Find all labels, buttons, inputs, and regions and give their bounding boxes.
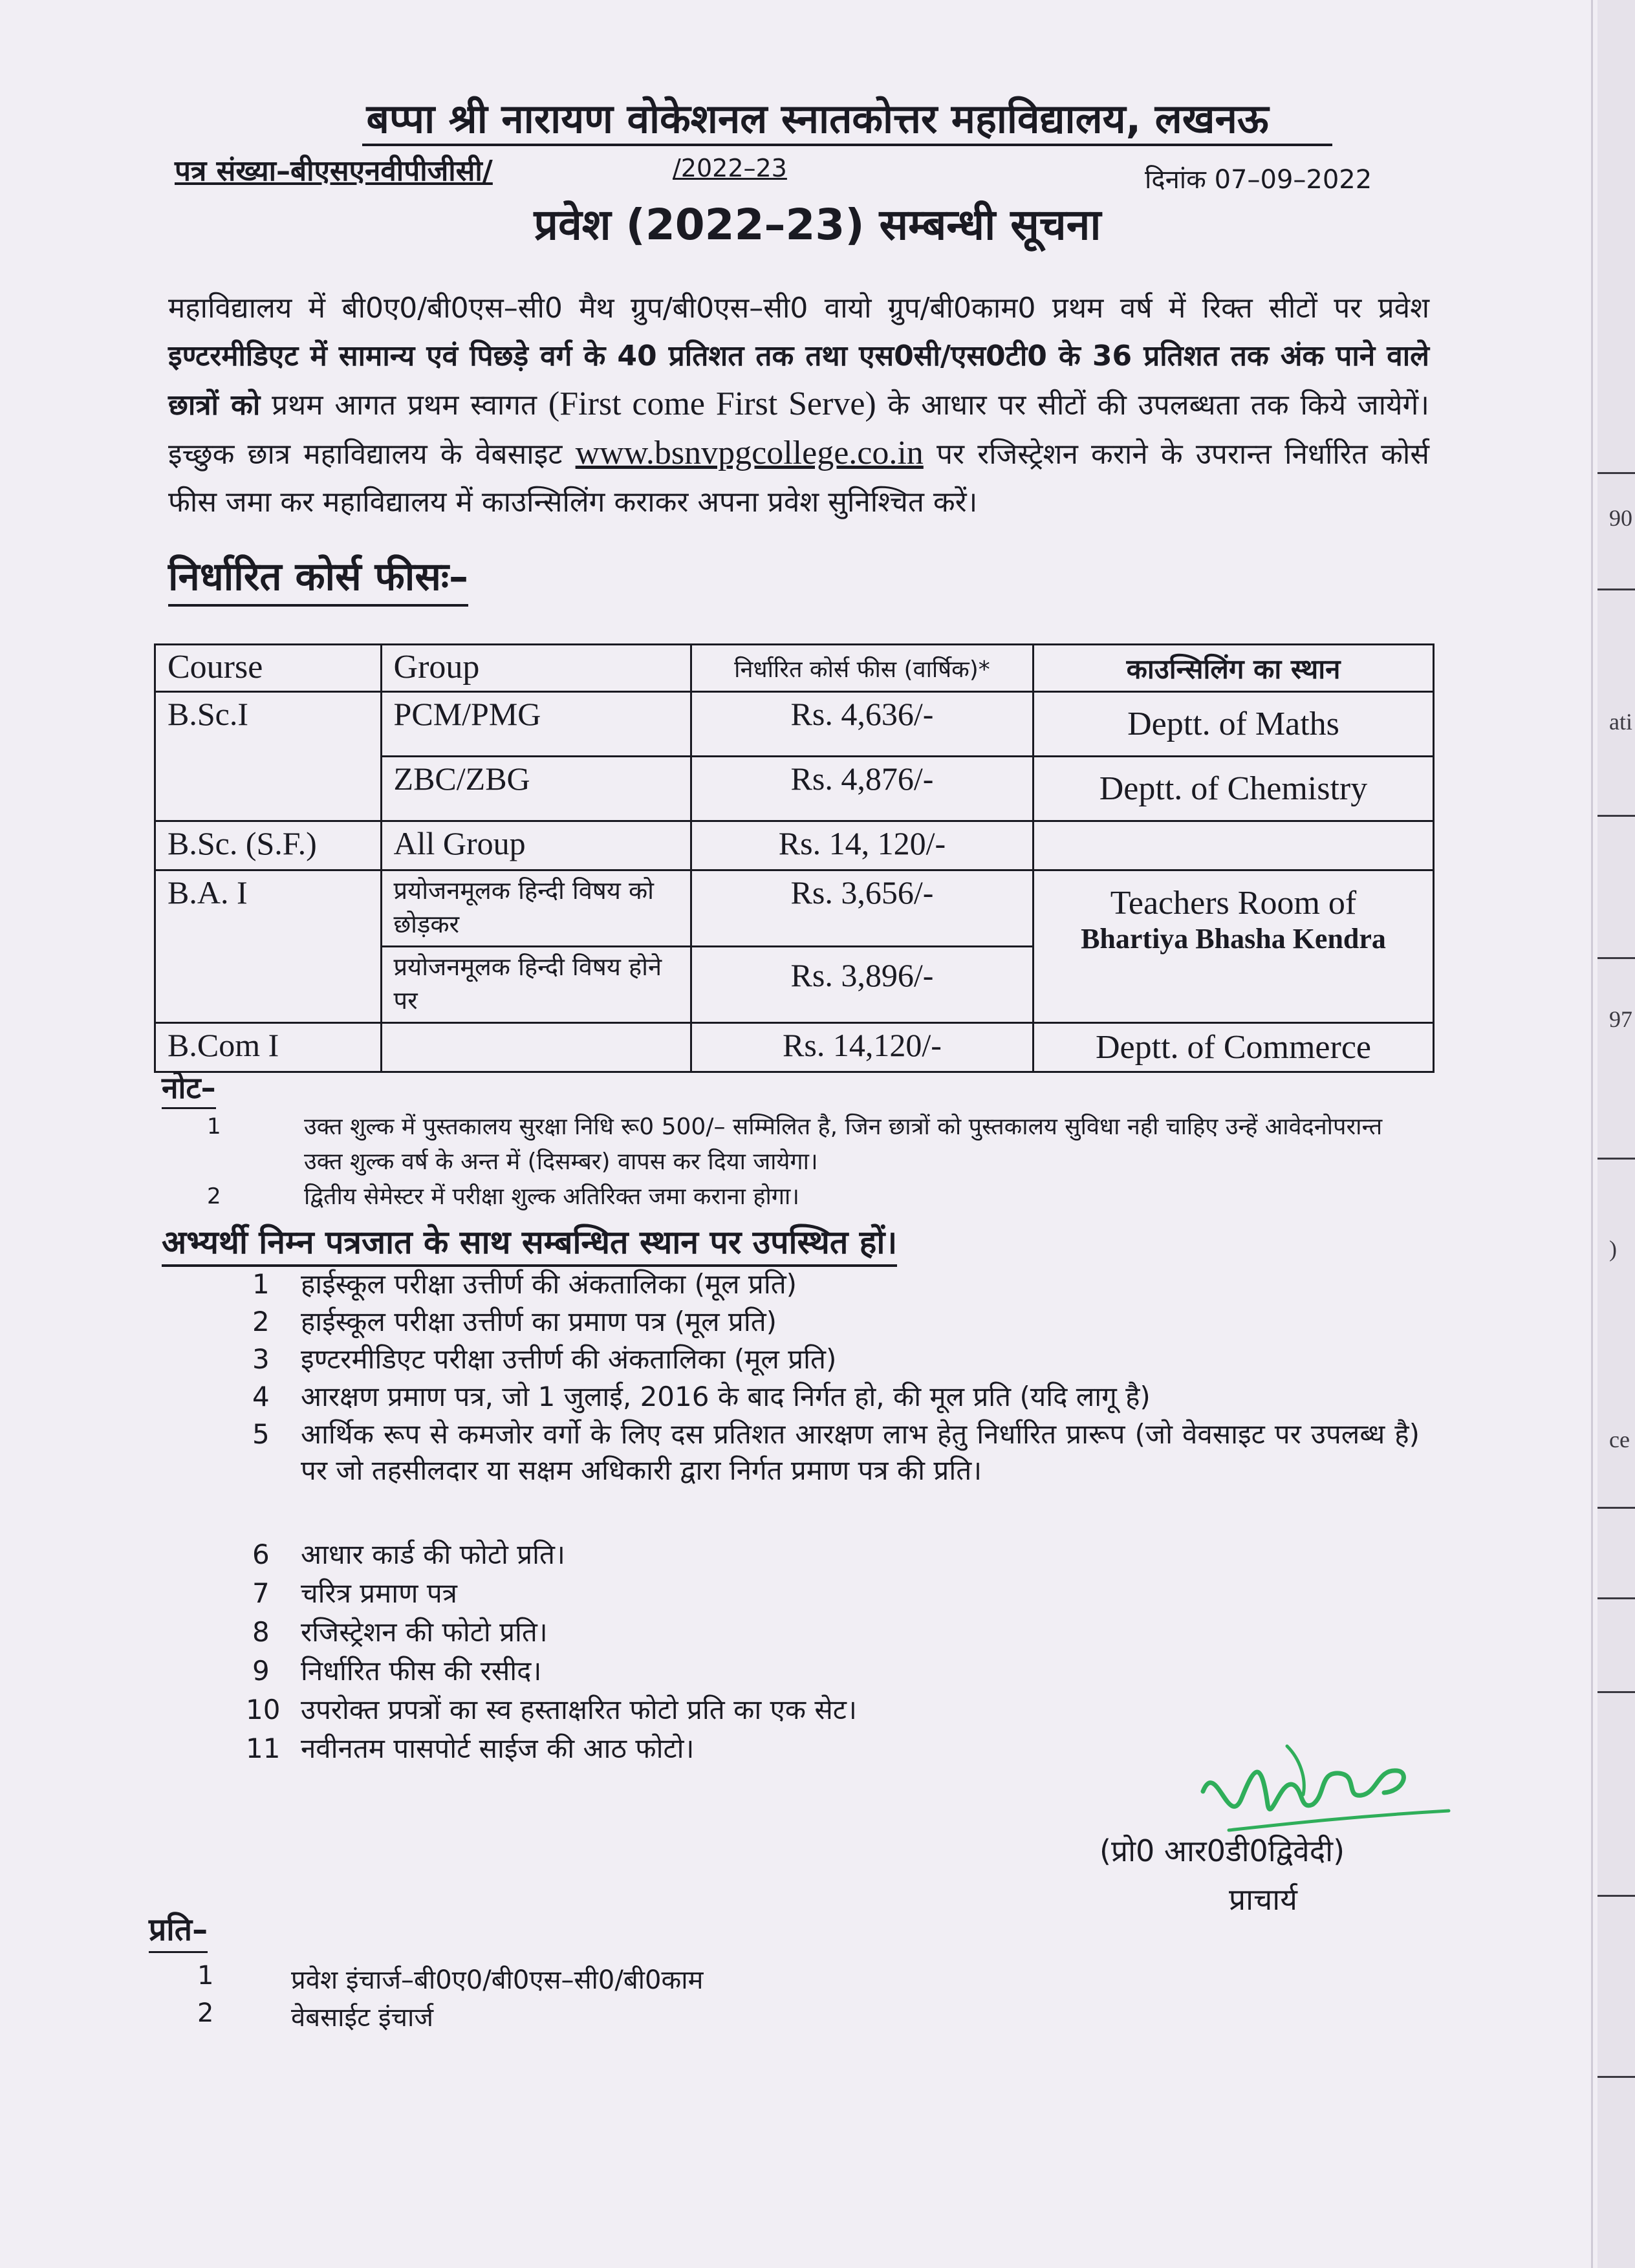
document-item: उपरोक्त प्रपत्रों का स्व हस्ताक्षरित फोटो प्रति का एक सेट।: [301, 1694, 857, 1725]
fee-cell: Rs. 3,896/-: [691, 947, 1033, 1023]
intro-text-4: पर रजिस्ट्रेशन कराने के उपरान्त निर्धारित कोर्स फीस जमा कर महाविद्यालय में काउन्सिलिंग कराकर अपना प्रवेश सुनिश्चित करें।: [168, 438, 1430, 519]
edge-line: [1597, 589, 1635, 590]
notice-title: प्रवेश (2022–23) सम्बन्धी सूचना: [534, 200, 1101, 250]
note-number: 2: [207, 1183, 221, 1209]
intro-text-1: महाविद्यालय में बी0ए0/बी0एस–सी0 मैथ ग्रुप/बी0एस–सी0 वायो ग्रुप/बी0काम0 प्रथम वर्ष में रिक्त सीटों पर प्रवेश: [168, 292, 1429, 325]
document-number: 10: [246, 1694, 281, 1725]
place-cell: [1034, 821, 1434, 870]
document-item: चरित्र प्रमाण पत्र: [301, 1577, 457, 1609]
fee-cell: Rs. 4,876/-: [691, 757, 1033, 821]
document-number: 6: [252, 1539, 270, 1570]
edge-line: [1597, 1691, 1635, 1693]
document-number: 8: [252, 1616, 270, 1648]
edge-fragment: ati: [1609, 709, 1632, 735]
note-item: द्वितीय सेमेस्टर में परीक्षा शुल्क अतिरिक्त जमा कराना होगा।: [304, 1183, 800, 1210]
document-number: 4: [252, 1381, 270, 1412]
notes-heading: नोट–: [162, 1067, 216, 1109]
place-cell: Deptt. of Commerce: [1034, 1023, 1434, 1072]
signatory-name: (प्रो0 आर0डी0द्विवेदी): [1099, 1833, 1345, 1868]
course-cell: B.A. I: [155, 870, 382, 1023]
column-header-group: Group: [381, 645, 691, 692]
table-row: [155, 821, 1434, 870]
group-cell: All Group: [381, 821, 691, 870]
fee-heading: निर्धारित कोर्स फीसः–: [168, 548, 468, 607]
scan-edge: [1597, 0, 1635, 2268]
edge-line: [1597, 1507, 1635, 1509]
intro-first-come: (First come First Serve): [548, 385, 876, 422]
principal-signature: [1190, 1733, 1462, 1843]
place-cell: [1034, 870, 1434, 1023]
course-cell: B.Sc. (S.F.): [155, 821, 382, 870]
copy-recipient: वेबसाईट इंचार्ज: [291, 2003, 434, 2033]
scan-edge-border: [1591, 0, 1593, 2268]
document-item: हाईस्कूल परीक्षा उत्तीर्ण की अंकतालिका (मूल प्रति): [301, 1268, 797, 1300]
copy-number: 2: [197, 1998, 214, 2028]
group-cell: ZBC/ZBG: [381, 757, 691, 821]
document-number: 7: [252, 1577, 270, 1609]
documents-heading: अभ्यर्थी निम्न पत्रजात के साथ सम्बन्धित स्थान पर उपस्थित हों।: [162, 1219, 897, 1267]
place-cell: Deptt. of Maths: [1034, 692, 1434, 757]
document-number: 3: [252, 1343, 270, 1375]
edge-fragment: ce: [1609, 1427, 1630, 1453]
copy-number: 1: [197, 1961, 214, 1991]
reference-number: पत्र संख्या–बीएसएनवीपीजीसी/: [175, 155, 493, 188]
course-cell: B.Sc.I: [155, 692, 382, 821]
place-line-1: Teachers Room of: [1110, 885, 1357, 922]
intro-text-2: प्रथम आगत प्रथम स्वागत: [272, 389, 537, 422]
document-number: 11: [246, 1733, 281, 1764]
document-item: आरक्षण प्रमाण पत्र, जो 1 जुलाई, 2016 के बाद निर्गत हो, की मूल प्रति (यदि लागू है): [301, 1381, 1151, 1412]
table-row: [155, 1023, 1434, 1072]
edge-fragment: 97: [1609, 1006, 1632, 1032]
fee-cell: Rs. 4,636/-: [691, 692, 1033, 757]
fee-cell: Rs. 14, 120/-: [691, 821, 1033, 870]
fee-cell: Rs. 3,656/-: [691, 870, 1033, 947]
intro-eligibility: इण्टरमीडिएट में सामान्य एवं पिछड़े वर्ग के 40 प्रतिशत तक तथा एस0सी/एस0टी0 के 36 प्रतिशत तक अंक पाने वाले छात्रों को: [168, 340, 1429, 422]
copy-recipient: प्रवेश इंचार्ज–बी0ए0/बी0एस–सी0/बी0काम: [291, 1965, 704, 1995]
document-item: आर्थिक रूप से कमजोर वर्गो के लिए दस प्रतिशत आरक्षण लाभ हेतु निर्धारित प्रारूप (जो वेवसाइट पर उपलब्ध है) पर जो तहसीलदार या सक्षम अधिकारी द्वारा निर्गत प्रमाण पत्र की प्रति।: [301, 1418, 1420, 1486]
column-header-fee: निर्धारित कोर्स फीस (वार्षिक)*: [691, 645, 1033, 692]
edge-fragment: 90: [1609, 505, 1632, 531]
edge-line: [1597, 1597, 1635, 1599]
document-item: रजिस्ट्रेशन की फोटो प्रति।: [301, 1616, 548, 1648]
intro-paragraph: [168, 285, 1429, 526]
document-item: इण्टरमीडिएट परीक्षा उत्तीर्ण की अंकतालिका (मूल प्रति): [301, 1343, 837, 1375]
intro-text-3: के आधार पर सीटों की उपलब्धता तक किये जायेगें। इच्छुक छात्र महाविद्यालय के वेबसाइट: [168, 389, 1429, 471]
column-header-place: काउन्सिलिंग का स्थान: [1034, 645, 1434, 692]
note-number: 1: [207, 1114, 221, 1139]
signatory-designation: प्राचार्य: [1229, 1882, 1297, 1917]
document-item: हाईस्कूल परीक्षा उत्तीर्ण का प्रमाण पत्र (मूल प्रति): [301, 1306, 777, 1337]
document-number: 1: [252, 1268, 270, 1300]
document-item: निर्धारित फीस की रसीद।: [301, 1655, 542, 1687]
group-cell: [381, 1023, 691, 1072]
place-cell: Deptt. of Chemistry: [1034, 757, 1434, 821]
group-cell: प्रयोजनमूलक हिन्दी विषय को छोड़कर: [381, 870, 691, 947]
college-website-link[interactable]: www.bsnvpgcollege.co.in: [575, 435, 924, 471]
group-cell: PCM/PMG: [381, 692, 691, 757]
place-line-2: Bhartiya Bhasha Kendra: [1081, 923, 1386, 955]
edge-line: [1597, 1895, 1635, 1897]
edge-line: [1597, 472, 1635, 474]
document-number: 5: [252, 1418, 270, 1450]
edge-line: [1597, 957, 1635, 959]
edge-line: [1597, 1158, 1635, 1160]
reference-year: /2022–23: [673, 154, 787, 182]
notice-date: दिनांक 07–09–2022: [1145, 165, 1372, 195]
edge-fragment: ): [1609, 1236, 1617, 1262]
copy-to-heading: प्रति–: [149, 1908, 208, 1953]
edge-line: [1597, 2076, 1635, 2078]
document-number: 9: [252, 1655, 270, 1687]
document-number: 2: [252, 1306, 270, 1337]
document-item: नवीनतम पासपोर्ट साईज की आठ फोटो।: [301, 1733, 695, 1764]
college-underline: [362, 144, 1332, 146]
college-name: बप्पा श्री नारायण वोकेशनल स्नातकोत्तर महाविद्यालय, लखनऊ: [366, 95, 1269, 142]
course-cell: B.Com I: [155, 1023, 382, 1072]
group-cell: प्रयोजनमूलक हिन्दी विषय होने पर: [381, 947, 691, 1023]
edge-line: [1597, 815, 1635, 817]
table-row: [155, 692, 1434, 757]
column-header-course: Course: [155, 645, 382, 692]
fee-cell: Rs. 14,120/-: [691, 1023, 1033, 1072]
note-item: उक्त शुल्क में पुस्तकालय सुरक्षा निधि रू0 500/– सम्मिलित है, जिन छात्रों को पुस्तकालय सुविधा नही चाहिए उन्हें आवेदनोपरान्त उक्त शुल्क वर्ष के अन्त में (दिसम्बर) वापस कर दिया जायेगा।: [304, 1114, 1383, 1175]
document-item: आधार कार्ड की फोटो प्रति।: [301, 1539, 565, 1570]
fee-table: [154, 643, 1435, 1073]
table-row: [155, 870, 1434, 947]
table-header-row: [155, 645, 1434, 692]
